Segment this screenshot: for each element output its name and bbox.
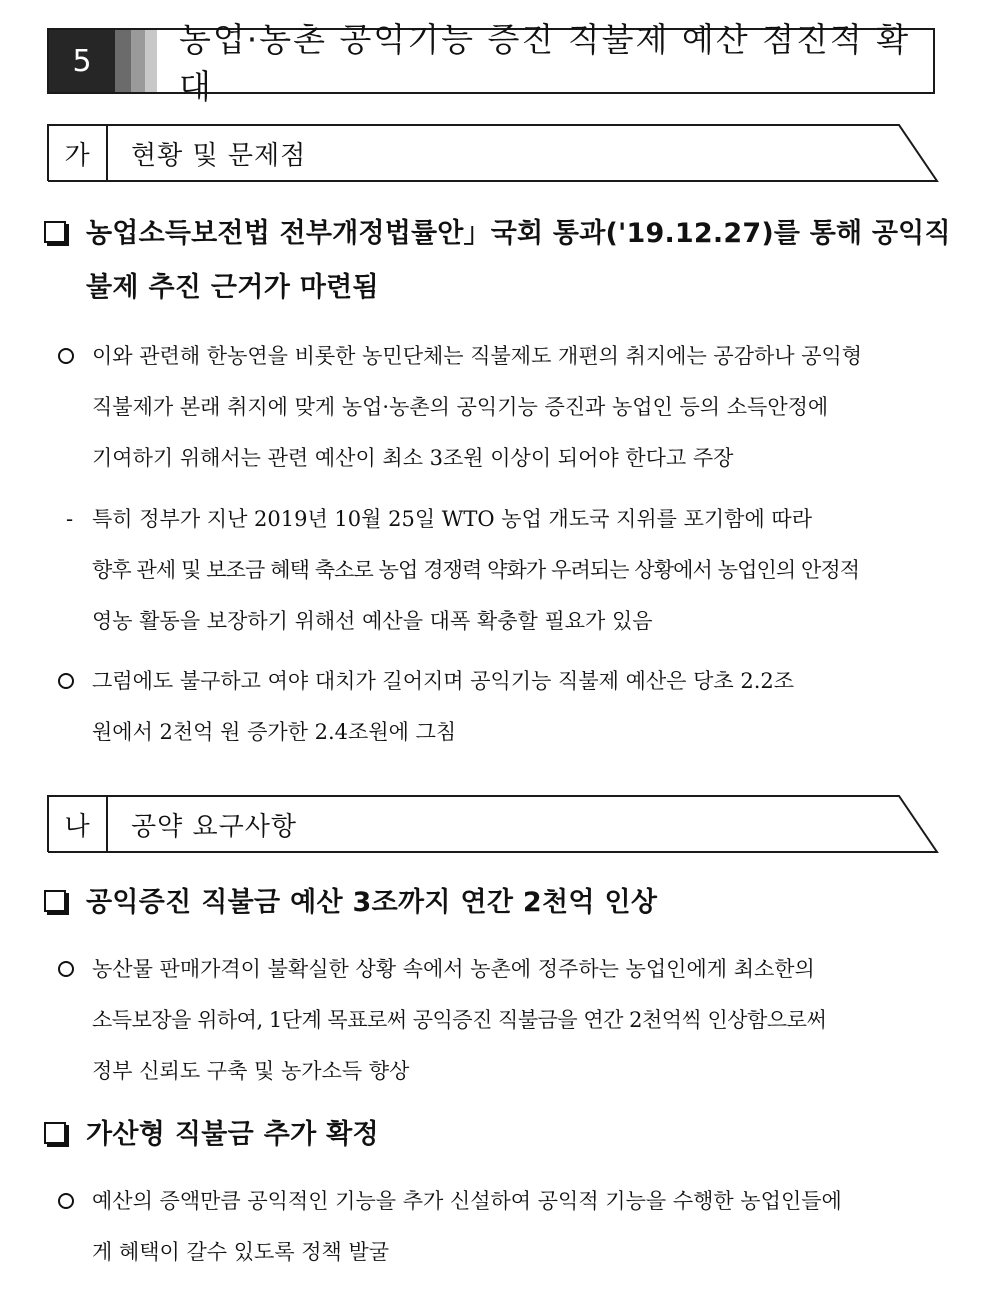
heading-line: 불제 추진 근거가 마련됨 [86,272,379,303]
paragraph-line: 원에서 2천억 원 증가한 2.4조원에 그침 [92,720,457,744]
paragraph-line: 직불제가 본래 취지에 맞게 농업·농촌의 공익기능 증진과 농업인 등의 소득안정에 [92,395,829,419]
square-bullet-icon [44,221,66,243]
paragraph-line: 정부 신뢰도 구축 및 농가소득 향상 [92,1059,410,1083]
heading-line: 가산형 직불금 추가 확정 [86,1119,379,1150]
title-number: 5 [49,30,115,92]
bullet-item-farmer-groups [58,331,942,484]
paragraph-line: 특히 정부가 지난 2019년 10월 25일 WTO 농업 개도국 지위를 포기함에 따라 [92,507,812,531]
section-title-ga: 현황 및 문제점 [131,140,307,171]
bullet-item-income-guarantee [58,944,942,1097]
paragraph-line: 예산의 증액만큼 공익적인 기능을 추가 신설하여 공익적 기능을 수행한 농업인들에 [92,1189,842,1213]
section-letter-na: 나 [64,811,90,842]
title-banner [47,20,935,106]
circle-bullet-icon [58,961,74,977]
heading-line: 농업소득보전법 전부개정법률안」국회 통과('19.12.27)를 통해 공익직 [86,218,951,249]
circle-bullet-icon [58,1193,74,1209]
square-bullet-icon [44,890,66,912]
heading-additional-payment [44,1108,944,1162]
paragraph-line: 소득보장을 위하여, 1단계 목표로써 공익증진 직불금을 연간 2천억씩 인상함으로써 [92,1008,827,1032]
bullet-item-budget-result [58,656,942,758]
paragraph-line: 기여하기 위해서는 관련 예산이 최소 3조원 이상이 되어야 한다고 주장 [92,446,734,470]
paragraph-line: 그럼에도 불구하고 여야 대치가 길어지며 공익기능 직불제 예산은 당초 2.2조 [92,669,795,693]
dash-item-wto [66,494,942,647]
page-title: 농업·농촌 공익기능 증진 직불제 예산 점진적 확대 [179,20,911,106]
section-header-na [47,795,939,853]
bullet-item-policy [58,1176,942,1278]
section-letter-ga: 가 [64,140,90,171]
paragraph-line: 농산물 판매가격이 불확실한 상황 속에서 농촌에 정주하는 농업인에게 최소한의 [92,957,815,981]
paragraph-line: 게 혜택이 갈수 있도록 정책 발굴 [92,1240,390,1264]
title-gradient-decoration [115,30,157,92]
heading-budget-increase [44,876,944,930]
paragraph-line: 영농 활동을 보장하기 위해선 예산을 대폭 확충할 필요가 있음 [92,609,653,633]
heading-law-passed [44,207,951,315]
paragraph-line: 향후 관세 및 보조금 혜택 축소로 농업 경쟁력 약화가 우려되는 상황에서 농업인의 안정적 [92,558,860,582]
section-title-na: 공약 요구사항 [131,811,297,842]
paragraph-line: 이와 관련해 한농연을 비롯한 농민단체는 직불제도 개편의 취지에는 공감하나 공익형 [92,344,863,368]
section-header-ga [47,124,939,182]
dash-bullet: - [66,507,74,531]
circle-bullet-icon [58,348,74,364]
heading-line: 공익증진 직불금 예산 3조까지 연간 2천억 인상 [86,887,658,918]
square-bullet-icon [44,1122,66,1144]
circle-bullet-icon [58,673,74,689]
